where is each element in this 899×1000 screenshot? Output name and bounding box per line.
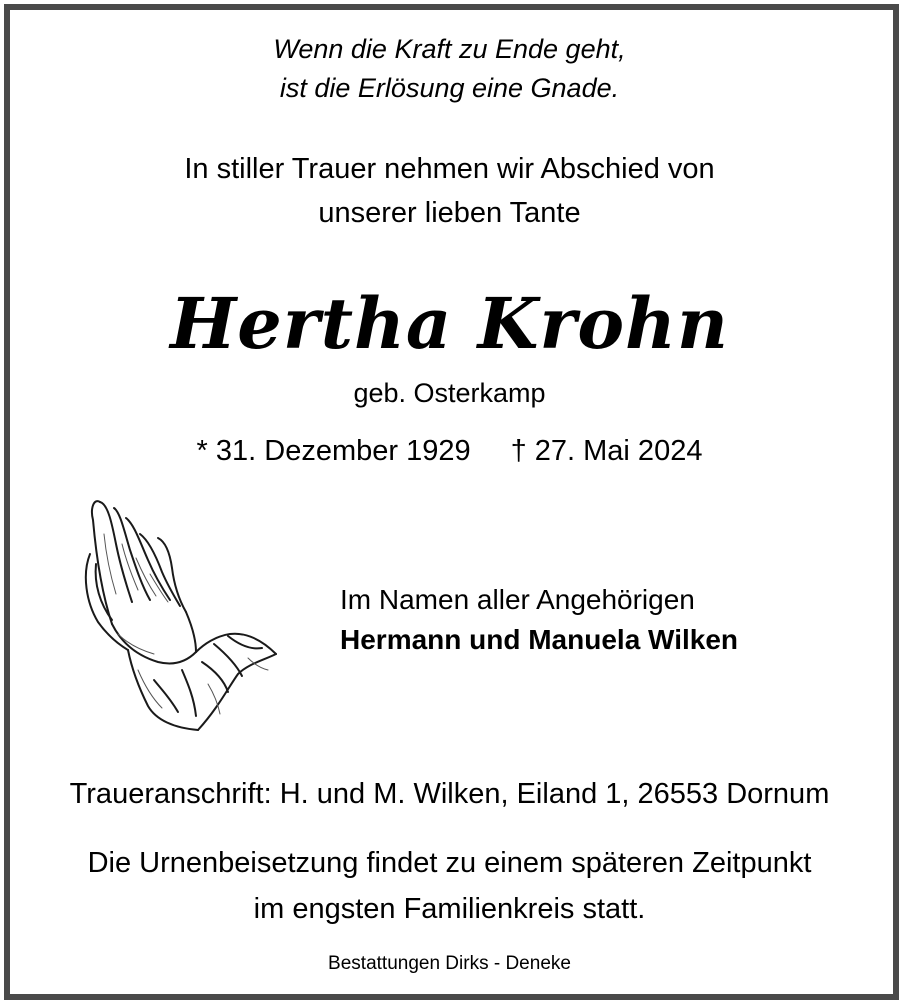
death-date: † 27. Mai 2024: [510, 435, 703, 467]
relatives-block: [340, 580, 738, 660]
deceased-name: Hertha Krohn: [170, 282, 729, 365]
praying-hands-icon: [78, 494, 283, 734]
relatives-line-1: Im Namen aller Angehörigen: [340, 584, 695, 615]
birth-date: * 31. Dezember 1929: [196, 435, 471, 467]
relatives-names: Hermann und Manuela Wilken: [340, 624, 739, 655]
life-dates: [0, 431, 899, 471]
maiden-name: geb. Osterkamp: [353, 378, 546, 408]
intro-line-2: unserer lieben Tante: [318, 197, 581, 229]
burial-line-2: im engsten Familienkreis statt.: [253, 893, 646, 925]
intro-line-1: In stiller Trauer nehmen wir Abschied von: [184, 153, 715, 185]
burial-line-1: Die Urnenbeisetzung findet zu einem späteren Zeitpunkt: [87, 847, 812, 879]
mourning-address: Traueranschrift: H. und M. Wilken, Eiland 1, 26553 Dornum: [69, 778, 830, 810]
motto-line-1: Wenn die Kraft zu Ende geht,: [273, 34, 626, 64]
motto-line-2: ist die Erlösung eine Gnade.: [279, 73, 620, 103]
undertaker: Bestattungen Dirks - Deneke: [328, 953, 571, 974]
